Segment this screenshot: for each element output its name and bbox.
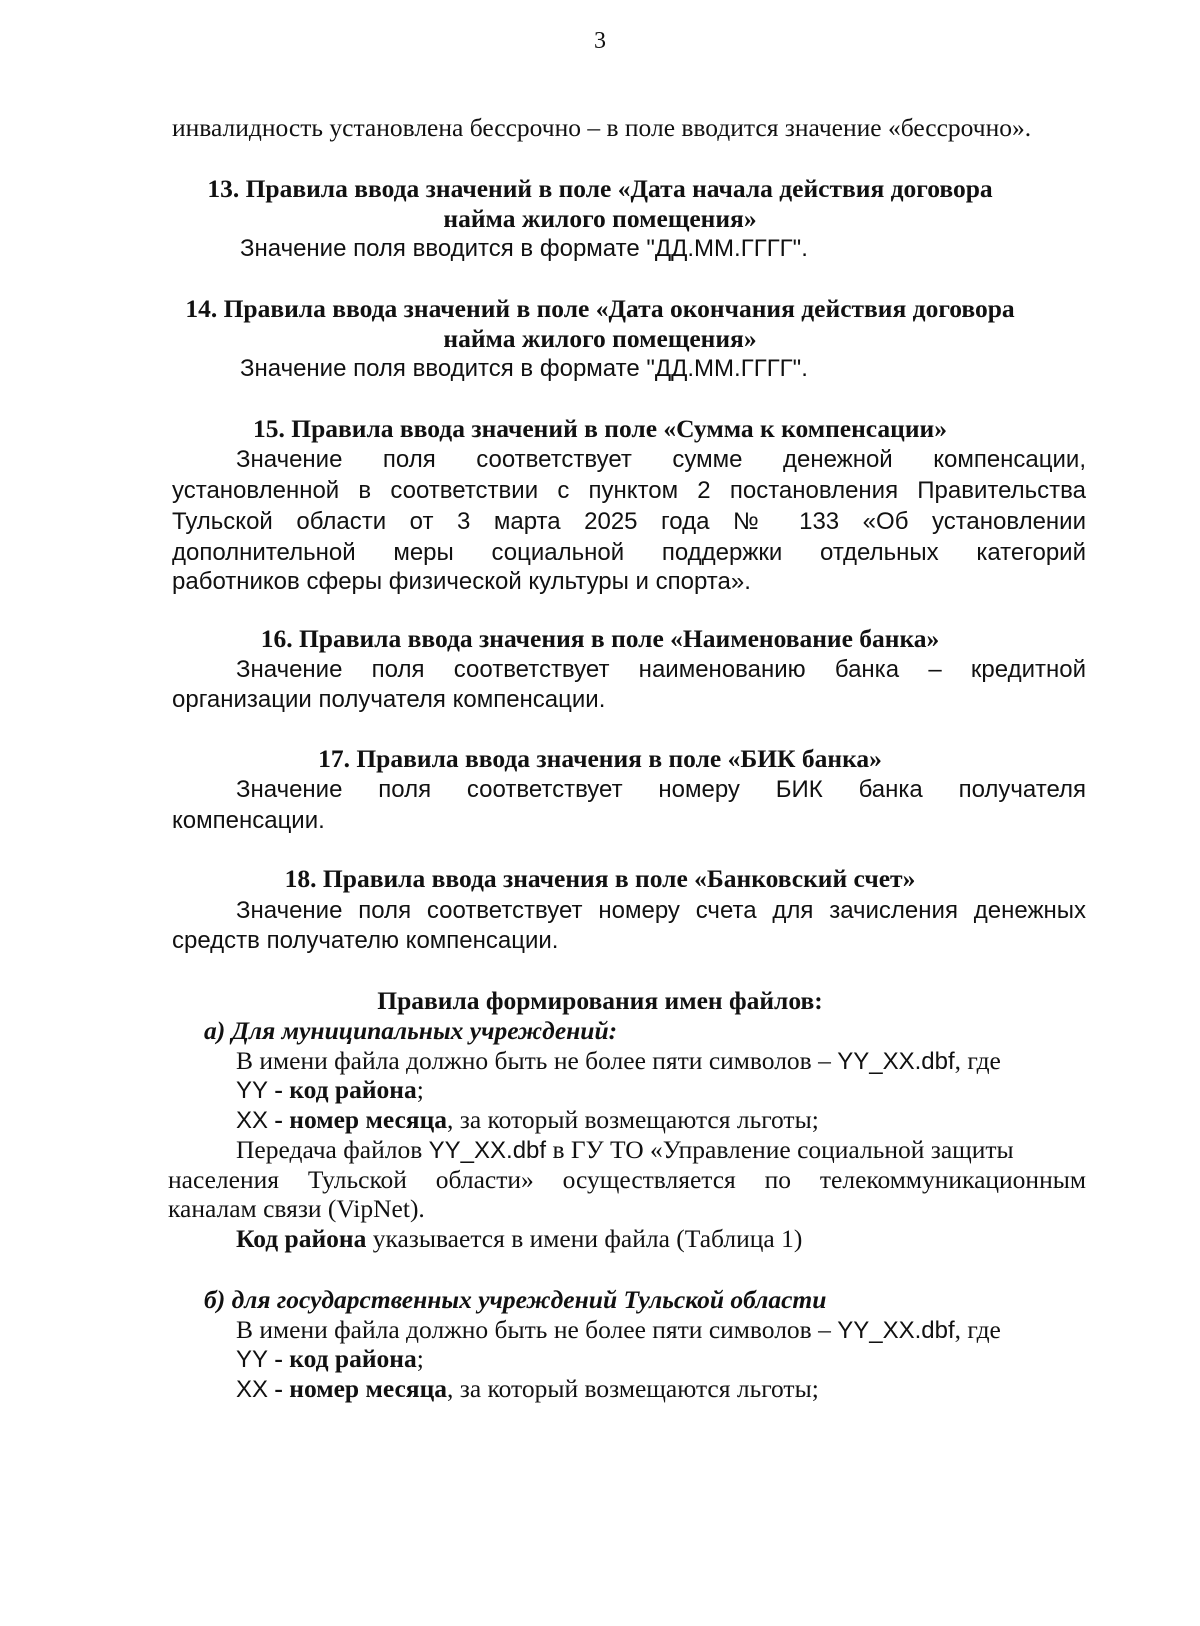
municipal-xx-rest: , за который возмещаются льготы; (447, 1105, 819, 1134)
municipal-yy-end: ; (416, 1075, 424, 1104)
state-title: б) для государственных учреждений Тульской области (204, 1285, 827, 1314)
section-14-body: Значение поля вводится в формате "ДД.ММ.ГГГГ". (240, 355, 808, 382)
municipal-transfer-line-3: каналам связи (VipNet). (168, 1194, 425, 1223)
state-yy-line (236, 1343, 424, 1376)
state-filename-code: YY_XX.dbf (837, 1317, 955, 1344)
section-17-body-line-2: компенсации. (172, 807, 325, 834)
section-17-body-line-1: Значение поля соответствует номеру БИК банка получателя (236, 776, 1086, 803)
municipal-xx-label: номер месяца (289, 1105, 448, 1134)
municipal-yy-dash: - (268, 1075, 290, 1104)
municipal-filename-code: YY_XX.dbf (837, 1048, 955, 1075)
section-14-heading-line-2: найма жилого помещения» (443, 324, 757, 353)
section-14-heading-line-1: 14. Правила ввода значений в поле «Дата окончания действия договора (185, 294, 1015, 323)
section-13-body: Значение поля вводится в формате "ДД.ММ.ГГГГ". (240, 235, 808, 262)
municipal-code-line (236, 1223, 802, 1255)
municipal-code-rest: указывается в имени файла (Таблица 1) (366, 1224, 803, 1253)
municipal-transfer-line-1 (236, 1134, 1014, 1167)
municipal-yy-label: код района (289, 1075, 417, 1104)
state-filename-text: В имени файла должно быть не более пяти символов – (236, 1315, 838, 1344)
section-13-heading-line-1: 13. Правила ввода значений в поле «Дата начала действия договора (207, 174, 993, 203)
municipal-transfer-tail: в ГУ ТО «Управление социальной защиты (546, 1135, 1014, 1164)
files-heading: Правила формирования имен файлов: (377, 986, 823, 1015)
state-xx-dash: - (268, 1374, 290, 1403)
municipal-transfer-text: Передача файлов (236, 1135, 429, 1164)
municipal-xx-code: XX (236, 1107, 269, 1134)
section-16-body-line-1: Значение поля соответствует наименованию банка – кредитной (236, 656, 1086, 683)
state-yy-dash: - (268, 1344, 290, 1373)
state-yy-label: код района (289, 1344, 417, 1373)
municipal-transfer-line-2: населения Тульской области» осуществляется по телекоммуникационным (168, 1165, 1086, 1194)
municipal-filename-tail: , где (954, 1046, 1001, 1075)
state-filename-tail: , где (954, 1315, 1001, 1344)
section-18-heading: 18. Правила ввода значения в поле «Банковский счет» (284, 864, 916, 893)
section-13-heading-line-2: найма жилого помещения» (443, 204, 757, 233)
municipal-yy-code: YY (236, 1077, 269, 1104)
section-15-body-line-4: дополнительной меры социальной поддержки отдельных категорий (172, 539, 1086, 566)
municipal-xx-dash: - (268, 1105, 290, 1134)
state-xx-label: номер месяца (289, 1374, 448, 1403)
section-15-body-line-5: работников сферы физической культуры и спорта». (172, 568, 751, 595)
municipal-filename-text: В имени файла должно быть не более пяти символов – (236, 1046, 838, 1075)
section-15-body-line-3: Тульской области от 3 марта 2025 года № 133 «Об установлении (172, 508, 1086, 535)
intro-line: инвалидность установлена бессрочно – в поле вводится значение «бессрочно». (172, 113, 1032, 142)
state-xx-code: XX (236, 1376, 269, 1403)
municipal-transfer-code: YY_XX.dbf (428, 1137, 547, 1164)
state-yy-code: YY (236, 1346, 269, 1373)
state-yy-end: ; (416, 1344, 424, 1373)
section-18-body-line-2: средств получателю компенсации. (172, 927, 559, 954)
municipal-code-label: Код района (236, 1224, 367, 1253)
section-16-body-line-2: организации получателя компенсации. (172, 686, 606, 713)
section-17-heading: 17. Правила ввода значения в поле «БИК банка» (318, 744, 882, 773)
municipal-xx-line (236, 1104, 819, 1137)
state-xx-line (236, 1373, 819, 1406)
municipal-yy-line (236, 1074, 424, 1107)
page-number: 3 (594, 28, 606, 54)
section-15-heading: 15. Правила ввода значений в поле «Сумма к компенсации» (253, 414, 947, 443)
state-xx-rest: , за который возмещаются льготы; (447, 1374, 819, 1403)
section-15-body-line-2: установленной в соответствии с пунктом 2 постановления Правительства (172, 477, 1086, 504)
section-15-body-line-1: Значение поля соответствует сумме денежной компенсации, (236, 446, 1086, 473)
section-16-heading: 16. Правила ввода значения в поле «Наименование банка» (260, 624, 940, 653)
municipal-title: а) Для муниципальных учреждений: (204, 1016, 618, 1045)
section-18-body-line-1: Значение поля соответствует номеру счета для зачисления денежных (236, 897, 1086, 924)
